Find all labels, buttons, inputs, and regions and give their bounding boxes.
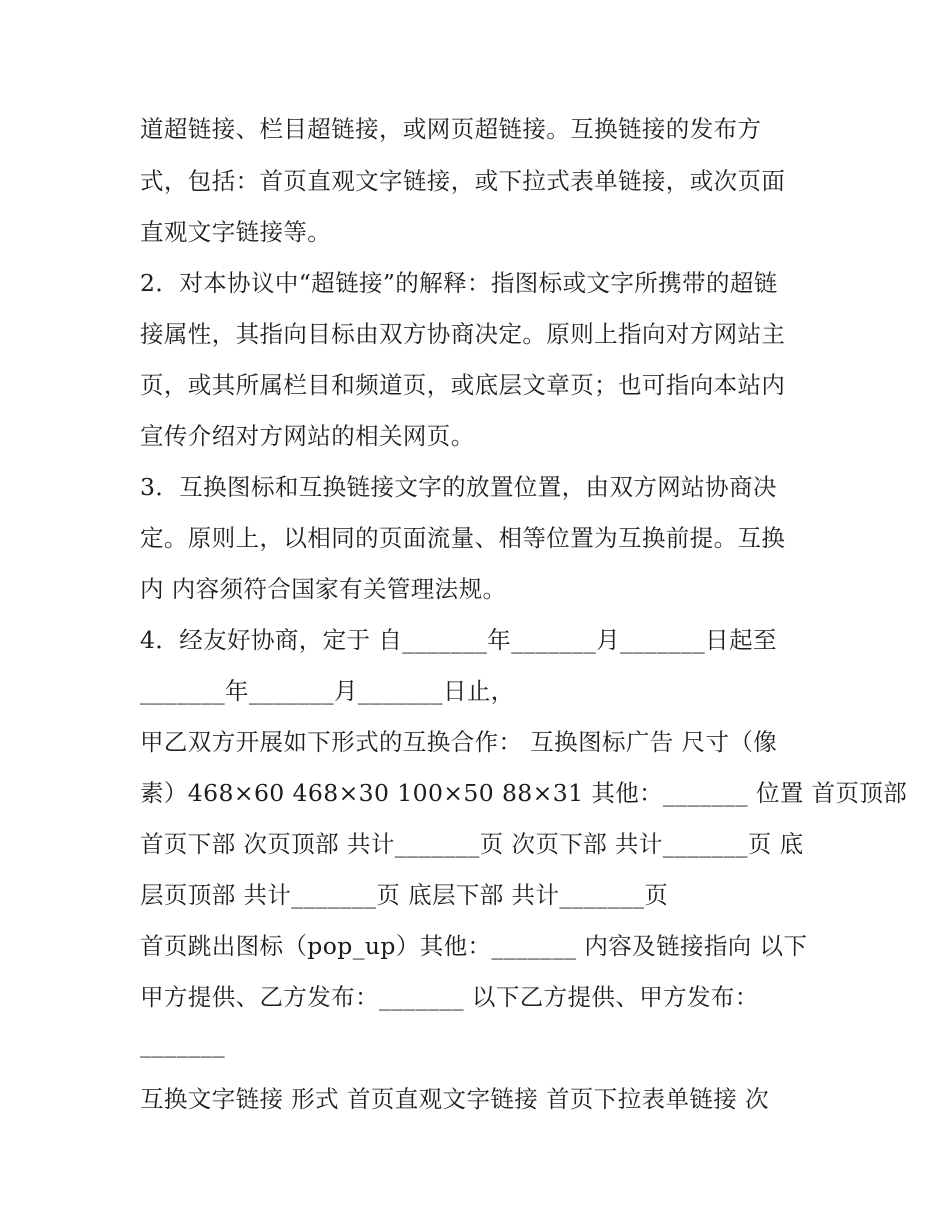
paragraph-line: 甲乙双方开展如下形式的互换合作： 互换图标广告 尺寸（像 (140, 728, 778, 756)
paragraph-line: 互换文字链接 形式 首页直观文字链接 首页下拉表单链接 次 (140, 1085, 769, 1113)
paragraph-line: 直观文字链接等。 (140, 218, 332, 246)
paragraph-line: 内 内容须符合国家有关管理法规。 (140, 575, 507, 603)
paragraph-line: 首页跳出图标（pop_up）其他：_______ 内容及链接指向 以下 (140, 932, 808, 960)
paragraph-line: 2．对本协议中“超链接”的解释：指图标或文字所携带的超链 (140, 269, 778, 297)
paragraph-line: 宣传介绍对方网站的相关网页。 (140, 422, 475, 450)
paragraph-line: 4．经友好协商，定于 自_______年_______月_______日起至 (140, 626, 777, 654)
paragraph-line: 式，包括：首页直观文字链接，或下拉式表单链接，或次页面 (140, 167, 786, 195)
paragraph-line: 首页下部 次页顶部 共计_______页 次页下部 共计_______页 底 (140, 830, 804, 858)
paragraph-line: 素）468×60 468×30 100×50 88×31 其他：_______ 位置 首页顶部 (140, 779, 908, 807)
paragraph-line: _______年_______月_______日止， (140, 677, 515, 705)
paragraph-line: 层页顶部 共计_______页 底层下部 共计_______页 (140, 881, 669, 909)
paragraph-line: _______ (140, 1030, 226, 1058)
paragraph-line: 3．互换图标和互换链接文字的放置位置，由双方网站协商决 (140, 473, 777, 501)
paragraph-line: 页，或其所属栏目和频道页，或底层文章页；也可指向本站内 (140, 371, 786, 399)
paragraph-line: 道超链接、栏目超链接，或网页超链接。互换链接的发布方 (140, 115, 762, 143)
paragraph-line: 甲方提供、乙方发布：_______ 以下乙方提供、甲方发布： (140, 983, 759, 1011)
paragraph-line: 接属性，其指向目标由双方协商决定。原则上指向对方网站主 (140, 320, 786, 348)
paragraph-line: 定。原则上，以相同的页面流量、相等位置为互换前提。互换 (140, 524, 786, 552)
